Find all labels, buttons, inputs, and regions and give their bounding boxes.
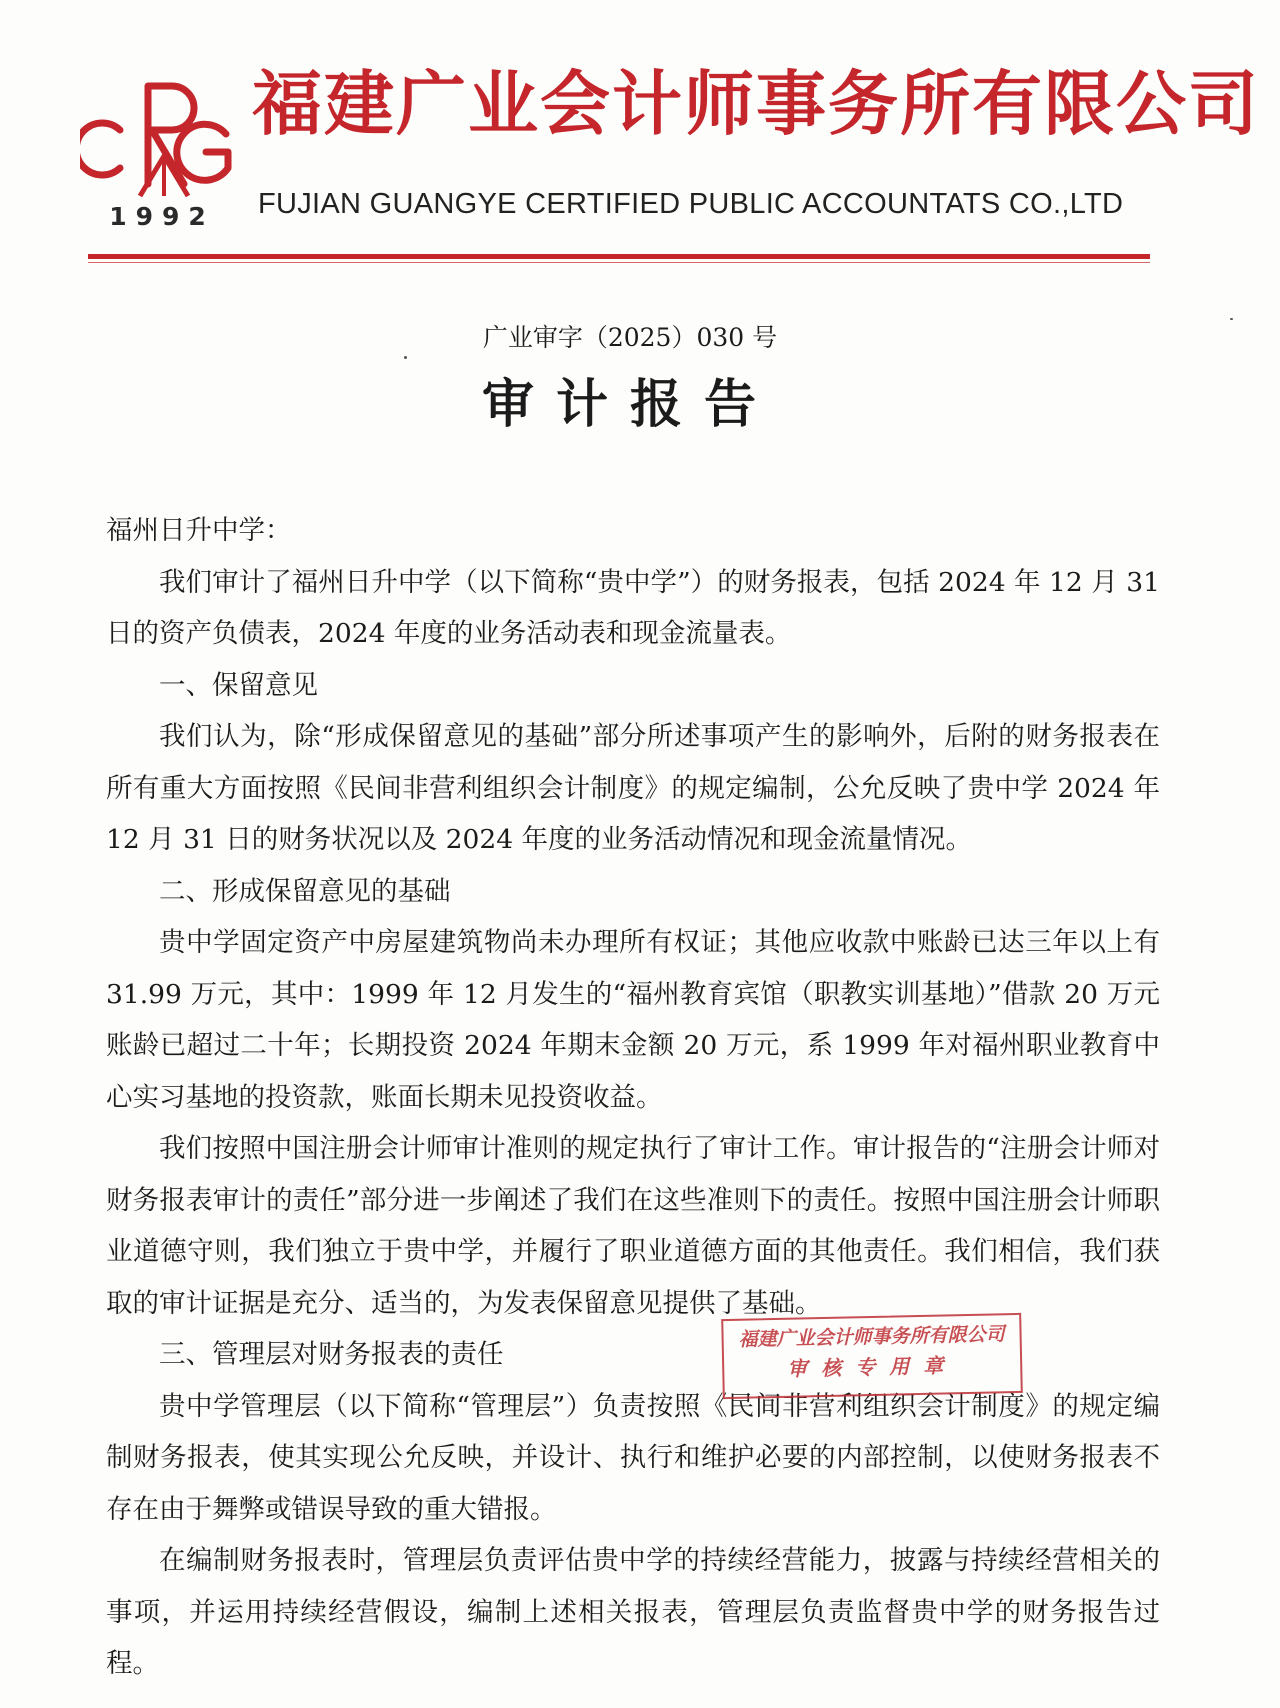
letterhead-divider <box>88 254 1150 259</box>
opinion-paragraph: 我们认为，除“形成保留意见的基础”部分所述事项产生的影响外，后附的财务报表在所有重大方面按照《民间非营利组织会计制度》的规定编制，公允反映了贵中学 2024 年 12 月 31 日的财务状况以及 2024 年度的业务活动情况和现金流量情况。 <box>106 721 1160 855</box>
seal-purpose: 审核专用章 <box>786 1353 958 1381</box>
addressee: 福州日升中学： <box>106 515 292 546</box>
firm-name-english: FUJIAN GUANGYE CERTIFIED PUBLIC ACCOUNTATS CO.,LTD <box>258 188 1124 220</box>
letterhead-divider-thin <box>88 262 1150 263</box>
intro-paragraph: 我们审计了福州日升中学（以下简称“贵中学”）的财务报表，包括 2024 年 12 月 31 日的资产负债表，2024 年度的业务活动表和现金流量表。 <box>106 566 1160 649</box>
firm-name-chinese: 福建广业会计师事务所有限公司 <box>252 63 1260 145</box>
audit-seal-stamp <box>721 1313 1023 1399</box>
firm-logo <box>80 56 240 236</box>
crg-logo-icon <box>80 56 240 206</box>
basis-paragraph-2: 我们按照中国注册会计师审计准则的规定执行了审计工作。审计报告的“注册会计师对财务报表审计的责任”部分进一步阐述了我们在这些准则下的责任。按照中国注册会计师职业道德守则，我们独立于贵中学，并履行了职业道德方面的其他责任。我们相信，我们获取的审计证据是充分、适当的，为发表保留意见提供了基础。 <box>106 1133 1160 1319</box>
report-body <box>106 505 1160 1690</box>
section-heading-basis: 二、形成保留意见的基础 <box>159 875 451 907</box>
scan-speck <box>1230 318 1233 320</box>
section-heading-management: 三、管理层对财务报表的责任 <box>159 1339 504 1370</box>
report-title: 审计报告 <box>481 375 778 435</box>
scan-speck <box>404 356 407 359</box>
seal-firm-name: 福建广业会计师事务所有限公司 <box>738 1323 1005 1351</box>
management-paragraph-1: 贵中学管理层（以下简称“管理层”）负责按照《民间非营利组织会计制度》的规定编制财务报表，使其实现公允反映，并设计、执行和维护必要的内部控制，以使财务报表不存在由于舞弊或错误导致的重大错报。 <box>106 1390 1160 1525</box>
management-paragraph-2: 在编制财务报表时，管理层负责评估贵中学的持续经营能力，披露与持续经营相关的事项，并运用持续经营假设，编制上述相关报表，管理层负责监督贵中学的财务报告过程。 <box>106 1545 1160 1679</box>
basis-paragraph-1: 贵中学固定资产中房屋建筑物尚未办理所有权证；其他应收款中账龄已达三年以上有 31.99 万元，其中：1999 年 12 月发生的“福州教育宾馆（职教实训基地）”借款 20 万元账龄已超过二十年；长期投资 2024 年期末金额 20 万元，系 1999 年对福州职业教育中心实习基地的投资款，账面长期未见投资收益。 <box>106 927 1160 1113</box>
logo-year: 1992 <box>109 202 215 231</box>
document-number: 广业审字（2025）030 号 <box>482 323 778 352</box>
section-heading-opinion: 一、保留意见 <box>159 669 318 701</box>
